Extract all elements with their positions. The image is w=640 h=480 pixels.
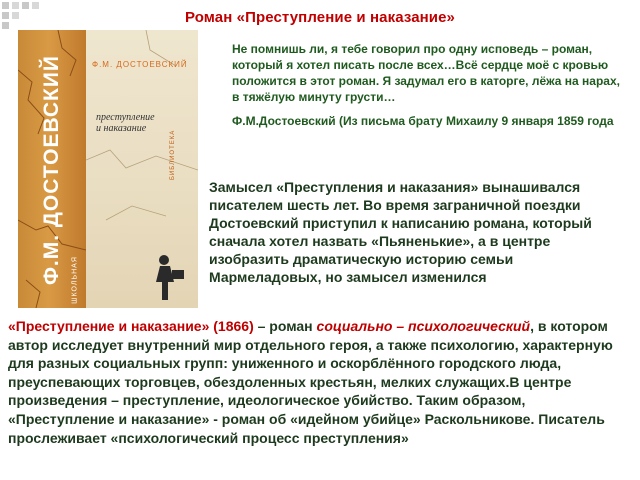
cover-title-line1: преступление (96, 112, 155, 123)
epigraph-quote (232, 41, 622, 129)
spine-series: ШКОЛЬНАЯ (71, 256, 79, 304)
dash-text: – роман (253, 318, 317, 334)
cover-side-text: БИБЛИОТЕКА (170, 129, 176, 180)
novel-title-year: «Преступление и наказание» (1866) (8, 318, 254, 334)
cover-title (96, 112, 192, 134)
quote-source: Ф.М.Достоевский (Из письма брату Михаилу 9 января 1859 года (232, 114, 614, 128)
paragraph-rest: , в котором автор исследует внутренний мир отдельного героя, а также психологию, характерную для разных социальных групп: униженного и оскорблённого городского люда, преуспевающих торговцев, обездоленных крестьян, мелких служащих.В центре произведения – преступление, идеологическое убийство. Таким образом, «Преступление и наказание» - роман об «идейном убийце» Раскольникове. Писатель прослеживает «психологический процесс преступления» (8, 318, 613, 446)
reader-figure-icon (148, 252, 188, 304)
book-cover-image (18, 30, 198, 308)
book-spine (18, 30, 86, 308)
paragraph-idea: Замысел «Преступления и наказания» вынашивался писателем шесть лет. Во время заграничной поездки Достоевский приступил к написанию романа, который сначала хотел назвать «Пьяненькие», а в центре изобразить драматическую историю семьи Мармеладовых, но замысел изменился (209, 179, 592, 285)
spine-author: Ф.М. ДОСТОЕВСКИЙ (40, 54, 63, 286)
cover-author: Ф.М. ДОСТОЕВСКИЙ (92, 60, 188, 69)
cover-title-line2: и наказание (96, 123, 147, 134)
genre-text: социально – психологический (316, 318, 531, 334)
quote-text: Не помнишь ли, я тебе говорил про одну исповедь – роман, который я хотел писать после всех…Всё сердце моё с кровью положится в этот роман. Я задумал его в каторге, лёжа на нарах, в тяжёлую минуту грусти… (232, 42, 620, 104)
slide-title: Роман «Преступление и наказание» (184, 9, 455, 26)
paragraph-genre (8, 317, 634, 447)
